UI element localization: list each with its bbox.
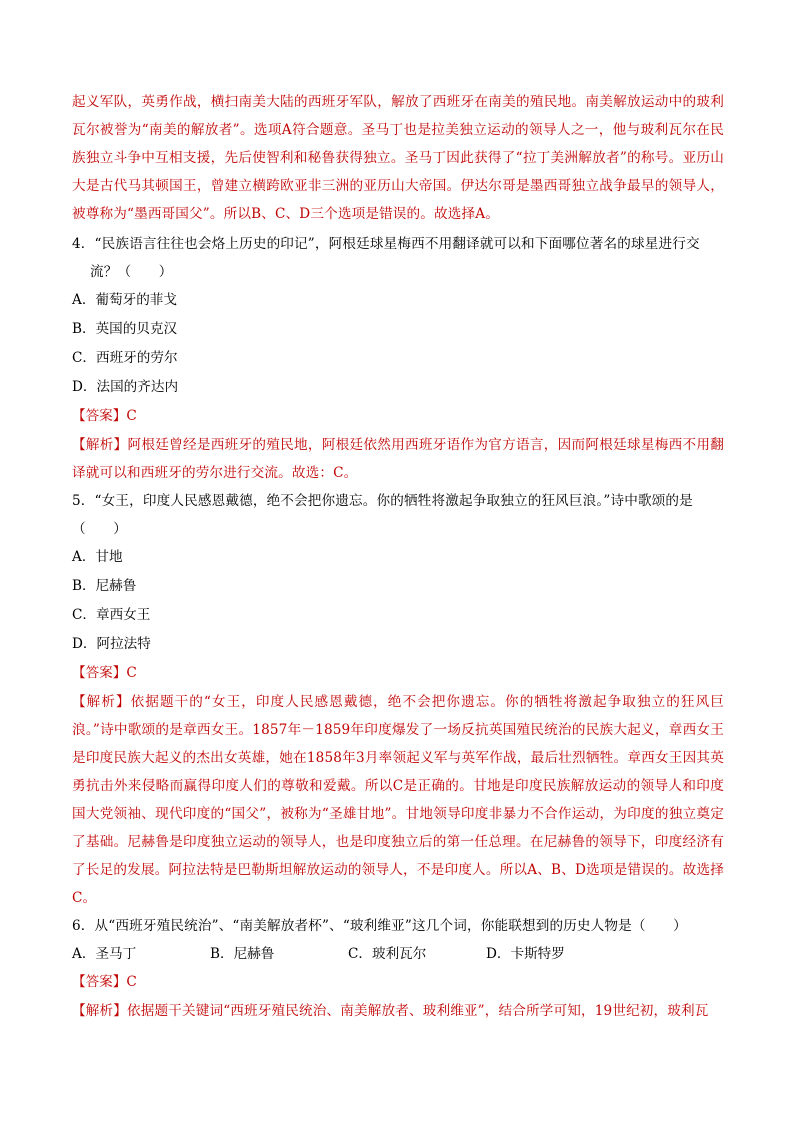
question-5-stem-line2: （ ） (72, 521, 127, 537)
answer-tag: 【答案】 (72, 974, 127, 990)
analysis-text: 依据题干关键词“西班牙殖民统治、南美解放者、玻利维亚”，结合所学可知，19世纪初，玻利瓦 (126, 1003, 709, 1019)
question-6-options (72, 940, 724, 968)
analysis-tag: 【解析】 (72, 694, 131, 710)
analysis-text: 依据题干的“女王，印度人民感恩戴德，绝不会把你遗忘。你的牺牲将激起争取独立的狂风巨浪。”诗中歌颂的是章西女王。1857年－1859年印度爆发了一场反抗英国殖民统治的民族大起义，章西女王是印度民族大起义的杰出女英雄，她在1858年3月率领起义军与英军作战，最后壮烈牺牲。章西女王因其英勇抗击外来侵略而赢得印度人们的尊敬和爱戴。所以C是正确的。甘地是印度民族解放运动的领导人和印度国大党领袖、现代印度的“国父”，被称为“圣雄甘地”。甘地领导印度非暴力不合作运动，为印度的独立奠定了基础。尼赫鲁是印度独立运动的领导人，也是印度独立后的第一任总理。在尼赫鲁的领导下，印度经济有了长足的发展。阿拉法特是巴勒斯坦解放运动的领导人，不是印度人。所以A、B、D选项是错误的。故选择C。 (72, 694, 724, 906)
question-4-option-a: A．葡萄牙的菲戈 (72, 292, 177, 308)
question-4-stem-line2: 流？（ ） (90, 264, 173, 280)
question-6-option-a: A．圣马丁 (72, 946, 137, 962)
answer-value: C (126, 408, 137, 424)
answer-value: C (126, 665, 137, 681)
question-4-option-d: D．法国的齐达内 (72, 379, 179, 395)
document-page (72, 88, 724, 1025)
question-5-option-c: C．章西女王 (72, 607, 151, 623)
analysis-continuation: 起义军队，英勇作战，横扫南美大陆的西班牙军队，解放了西班牙在南美的殖民地。南美解放运动中的玻利瓦尔被誉为“南美的解放者”。选项A符合题意。圣马丁也是拉美独立运动的领导人之一，他与玻利瓦尔在民族独立斗争中互相支援，先后使智利和秘鲁获得独立。圣马丁因此获得了“拉丁美洲解放者”的称号。亚历山大是古代马其顿国王，曾建立横跨欧亚非三洲的亚历山大帝国。伊达尔哥是墨西哥独立战争最早的领导人，被尊称为“墨西哥国父”。所以B、C、D三个选项是错误的。故选择A。 (72, 94, 724, 222)
question-5-answer (72, 659, 724, 688)
question-6-analysis (72, 997, 724, 1025)
question-6-stem: 6．从“西班牙殖民统治”、“南美解放者杯”、“玻利维亚”这几个词，你能联想到的历史人物是（ ） (72, 918, 687, 934)
answer-value: C (126, 974, 137, 990)
question-5-stem-line1: 5．“女王，印度人民感恩戴德，绝不会把你遗忘。你的牺牲将激起争取独立的狂风巨浪。”诗中歌颂的是 (72, 493, 693, 509)
question-6 (72, 912, 724, 1025)
question-4-answer (72, 402, 724, 431)
question-4-option-c: C．西班牙的劳尔 (72, 350, 178, 366)
question-6-option-d: D．卡斯特罗 (486, 946, 565, 962)
question-6-option-c: C．玻利瓦尔 (348, 946, 427, 962)
question-4-option-b: B．英国的贝克汉 (72, 321, 178, 337)
analysis-tag: 【解析】 (72, 1003, 127, 1019)
question-5-option-a: A．甘地 (72, 549, 123, 565)
question-4-analysis (72, 431, 724, 487)
question-4 (72, 230, 724, 487)
question-5-option-b: B．尼赫鲁 (72, 578, 137, 594)
analysis-tag: 【解析】 (72, 437, 128, 453)
answer-tag: 【答案】 (72, 408, 127, 424)
question-4-stem-line1: 4．“民族语言往往也会烙上历史的印记”，阿根廷球星梅西不用翻译就可以和下面哪位著名的球星进行交 (72, 236, 700, 252)
question-6-answer (72, 968, 724, 997)
question-5-option-d: D．阿拉法特 (72, 636, 151, 652)
question-5-analysis (72, 688, 724, 912)
question-6-option-b: B．尼赫鲁 (210, 946, 275, 962)
question-5 (72, 487, 724, 912)
analysis-text: 阿根廷曾经是西班牙的殖民地，阿根廷依然用西班牙语作为官方语言，因而阿根廷球星梅西不用翻译就可以和西班牙的劳尔进行交流。故选：C。 (72, 437, 724, 481)
answer-tag: 【答案】 (72, 665, 127, 681)
